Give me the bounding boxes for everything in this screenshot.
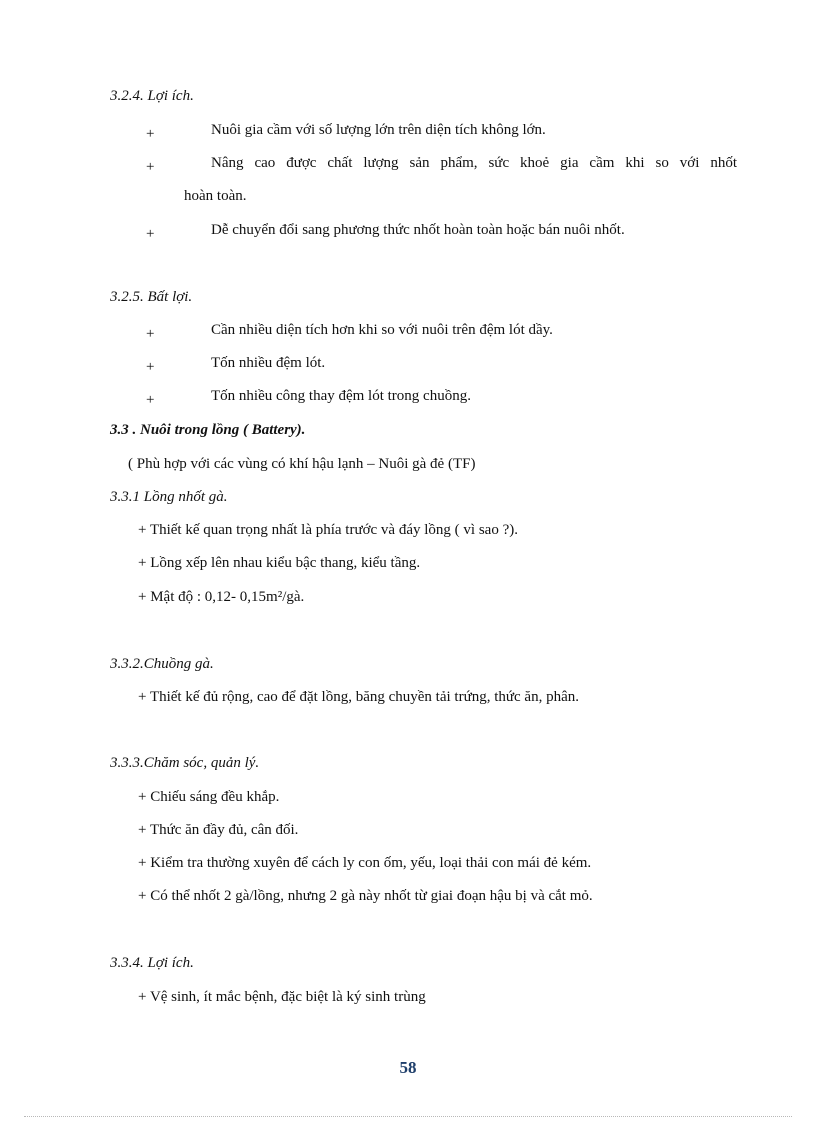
list-item: + Lồng xếp lên nhau kiểu bậc thang, kiểu tầng. bbox=[138, 555, 421, 571]
section-note: ( Phù hợp với các vùng có khí hậu lạnh – Nuôi gà đẻ (TF) bbox=[128, 456, 476, 472]
footer-divider bbox=[24, 1116, 792, 1117]
heading-3-3-4: 3.3.4. Lợi ích. bbox=[110, 955, 194, 971]
bullet-plus: + bbox=[146, 326, 155, 342]
list-item: + Kiểm tra thường xuyên để cách ly con ốm, yếu, loại thải con mái đẻ kém. bbox=[138, 855, 592, 871]
list-item: + Thức ăn đầy đủ, cân đối. bbox=[138, 822, 299, 838]
list-item: Tốn nhiều đệm lót. bbox=[211, 355, 326, 371]
bullet-plus: + bbox=[146, 359, 155, 375]
heading-3-3-2: 3.3.2.Chuồng gà. bbox=[110, 656, 214, 672]
list-item: + Chiếu sáng đều khắp. bbox=[138, 789, 280, 805]
heading-3-3-1: 3.3.1 Lồng nhốt gà. bbox=[110, 489, 228, 505]
list-item: Nâng cao được chất lượng sản phẩm, sức khoẻ gia cầm khi so với nhốt bbox=[211, 155, 737, 171]
list-item: Nuôi gia cầm với số lượng lớn trên diện tích không lớn. bbox=[211, 122, 546, 138]
bullet-plus: + bbox=[146, 226, 155, 242]
list-item: + Mật độ : 0,12- 0,15m²/gà. bbox=[138, 589, 305, 605]
bullet-plus: + bbox=[146, 126, 155, 142]
bullet-plus: + bbox=[146, 392, 155, 408]
list-item: + Thiết kế quan trọng nhất là phía trước và đáy lồng ( vì sao ?). bbox=[138, 522, 518, 538]
heading-3-2-4: 3.2.4. Lợi ích. bbox=[110, 88, 194, 104]
list-item: + Vệ sinh, ít mắc bệnh, đặc biệt là ký sinh trùng bbox=[138, 989, 426, 1005]
heading-3-3-3: 3.3.3.Chăm sóc, quản lý. bbox=[110, 755, 260, 771]
list-item: + Có thể nhốt 2 gà/lồng, nhưng 2 gà này nhốt từ giai đoạn hậu bị và cắt mỏ. bbox=[138, 888, 593, 904]
list-item: Tốn nhiều công thay đệm lót trong chuồng. bbox=[211, 388, 471, 404]
heading-3-3: 3.3 . Nuôi trong lồng ( Battery). bbox=[110, 422, 306, 438]
list-item: Cần nhiều diện tích hơn khi so với nuôi trên đệm lót dầy. bbox=[211, 322, 553, 338]
bullet-plus: + bbox=[146, 159, 155, 175]
list-item-continuation: hoàn toàn. bbox=[184, 188, 247, 204]
list-item: Dễ chuyển đổi sang phương thức nhốt hoàn toàn hoặc bán nuôi nhốt. bbox=[211, 222, 625, 238]
page-number: 58 bbox=[399, 1058, 417, 1077]
heading-3-2-5: 3.2.5. Bất lợi. bbox=[110, 289, 193, 305]
list-item: + Thiết kế đủ rộng, cao để đặt lồng, băng chuyền tải trứng, thức ăn, phân. bbox=[138, 689, 579, 705]
